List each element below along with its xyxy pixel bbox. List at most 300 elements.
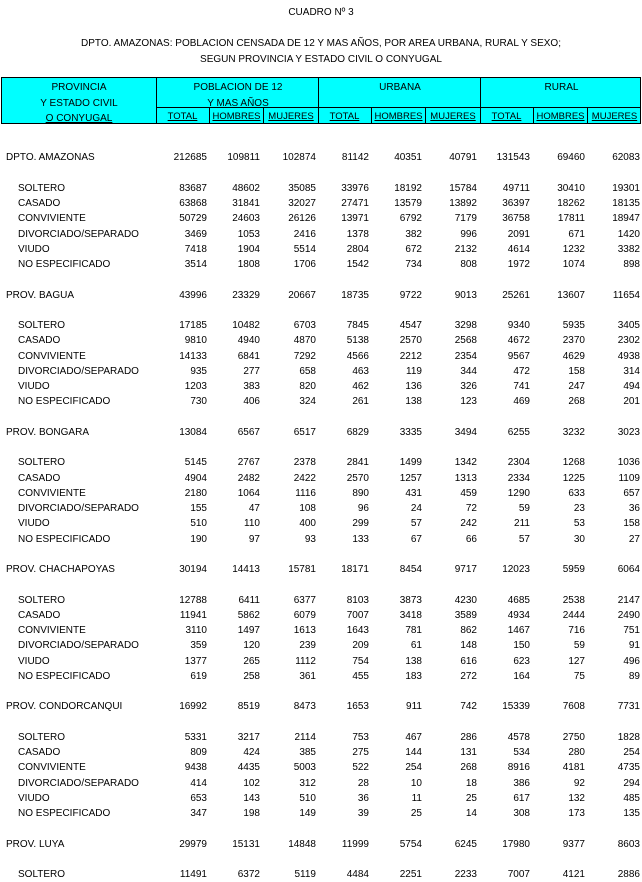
table-row xyxy=(0,471,642,486)
cell-value: 2886 xyxy=(617,869,640,880)
cell-value: 462 xyxy=(352,381,369,392)
cell-value: 50729 xyxy=(179,213,207,225)
cell-value: 2114 xyxy=(294,731,316,743)
table-number: CUADRO Nº 3 xyxy=(288,7,354,18)
table-row xyxy=(0,211,642,226)
cell-value: 1053 xyxy=(237,228,260,240)
cell-value: 671 xyxy=(568,228,585,240)
cell-value: 431 xyxy=(405,487,422,499)
cell-value: 2841 xyxy=(346,457,369,469)
cell-value: 25 xyxy=(465,792,477,804)
cell-value: 510 xyxy=(190,518,207,530)
cell-value: 254 xyxy=(405,762,422,774)
table-row xyxy=(0,791,642,806)
cell-value: 5145 xyxy=(184,457,207,469)
cell-value: 110 xyxy=(244,518,260,530)
cell-value: 89 xyxy=(628,670,640,682)
table-row xyxy=(0,364,642,379)
cell-value: 155 xyxy=(190,503,207,514)
cell-value: 13971 xyxy=(341,213,369,225)
cell-value: 29979 xyxy=(179,838,207,850)
cell-value: 898 xyxy=(623,259,640,270)
cell-value: 39 xyxy=(357,808,369,819)
cell-value: 7845 xyxy=(346,320,369,331)
cell-value: 59 xyxy=(573,640,585,652)
table-row-total xyxy=(0,150,642,165)
cell-value: 3405 xyxy=(617,320,640,331)
cell-value: 9377 xyxy=(562,838,585,850)
spacer-row xyxy=(0,166,642,181)
row-label: CONVIVIENTE xyxy=(18,213,86,225)
row-label: CASADO xyxy=(18,609,61,621)
cell-value: 26126 xyxy=(288,213,316,225)
cell-value: 123 xyxy=(460,396,477,408)
table-row xyxy=(0,776,642,791)
cell-value: 2132 xyxy=(454,243,477,255)
row-label: VIUDO xyxy=(18,381,50,392)
cell-value: 5003 xyxy=(293,762,316,774)
cell-value: 469 xyxy=(513,396,530,408)
cell-value: 4934 xyxy=(507,609,530,621)
cell-value: 6372 xyxy=(237,869,260,880)
cell-value: 308 xyxy=(513,808,530,819)
cell-value: 18735 xyxy=(341,289,369,301)
cell-value: 9013 xyxy=(454,289,477,301)
cell-value: 7418 xyxy=(184,243,207,255)
table-row xyxy=(0,623,642,638)
cell-value: 3217 xyxy=(237,731,260,743)
cell-value: 2304 xyxy=(507,457,530,469)
cell-value: 1904 xyxy=(237,243,260,255)
cell-value: 4121 xyxy=(562,869,585,880)
row-label: SOLTERO xyxy=(18,869,66,880)
subheader-total: TOTAL xyxy=(156,107,209,124)
cell-value: 69460 xyxy=(557,152,585,164)
cell-value: 91 xyxy=(628,640,640,652)
cell-value: 3298 xyxy=(454,320,477,331)
cell-value: 9567 xyxy=(507,350,530,362)
cell-value: 11 xyxy=(411,792,422,804)
cell-value: 7007 xyxy=(507,869,530,880)
table-row xyxy=(0,730,642,745)
subheader-mujeres: MUJERES xyxy=(587,107,641,124)
table-row xyxy=(0,760,642,775)
header-group-urbana-label: URBANA xyxy=(379,82,421,93)
row-label: VIUDO xyxy=(18,518,50,530)
table-row xyxy=(0,257,642,272)
cell-value: 616 xyxy=(460,655,477,667)
table-row xyxy=(0,501,642,516)
cell-value: 1643 xyxy=(346,625,369,636)
cell-value: 754 xyxy=(352,655,369,667)
cell-value: 143 xyxy=(243,792,260,804)
cell-value: 13607 xyxy=(557,289,585,301)
cell-value: 8916 xyxy=(507,762,530,774)
cell-value: 35085 xyxy=(288,182,316,194)
table-row xyxy=(0,227,642,242)
cell-value: 18 xyxy=(465,777,477,789)
cell-value: 996 xyxy=(460,228,477,240)
cell-value: 135 xyxy=(623,808,640,819)
cell-value: 6829 xyxy=(346,426,369,438)
cell-value: 18135 xyxy=(612,198,640,209)
cell-value: 751 xyxy=(623,625,640,636)
cell-value: 190 xyxy=(190,533,207,545)
cell-value: 7608 xyxy=(562,701,585,713)
cell-value: 27 xyxy=(628,533,640,545)
row-label: DIVORCIADO/SEPARADO xyxy=(18,777,139,789)
cell-value: 4629 xyxy=(562,350,585,362)
cell-value: 57 xyxy=(518,533,530,545)
cell-value: 1074 xyxy=(562,259,585,270)
cell-value: 1203 xyxy=(184,381,207,392)
header-group-poblacion-line2: Y MAS AÑOS xyxy=(207,98,269,109)
table-title: DPTO. AMAZONAS: POBLACION CENSADA DE 12 Y MAS AÑOS, POR AREA URBANA, RURAL Y SEXO; xyxy=(81,38,561,49)
cell-value: 6377 xyxy=(293,594,316,606)
cell-value: 753 xyxy=(352,731,369,743)
table-row xyxy=(0,593,642,608)
cell-value: 734 xyxy=(405,259,422,270)
cell-value: 3418 xyxy=(399,609,422,621)
cell-value: 326 xyxy=(460,381,477,392)
cell-value: 30410 xyxy=(557,182,585,194)
cell-value: 158 xyxy=(568,365,585,377)
cell-value: 7007 xyxy=(346,609,369,621)
spacer-row xyxy=(0,440,642,455)
cell-value: 672 xyxy=(405,243,422,255)
cell-value: 383 xyxy=(243,381,260,392)
cell-value: 2378 xyxy=(293,457,316,469)
cell-value: 14413 xyxy=(232,564,260,575)
cell-value: 809 xyxy=(190,747,207,758)
cell-value: 173 xyxy=(568,808,585,819)
table-row-total xyxy=(0,837,642,852)
cell-value: 347 xyxy=(190,808,207,819)
header-group-rural-label: RURAL xyxy=(544,82,579,93)
cell-value: 2570 xyxy=(399,335,422,347)
cell-value: 8103 xyxy=(346,594,369,606)
row-label: VIUDO xyxy=(18,655,50,667)
cell-value: 5935 xyxy=(562,320,585,331)
cell-value: 623 xyxy=(513,655,530,667)
cell-value: 4566 xyxy=(346,350,369,362)
cell-value: 6255 xyxy=(507,426,530,438)
cell-value: 61 xyxy=(410,640,422,652)
cell-value: 14133 xyxy=(179,350,207,362)
subheader-total: TOTAL xyxy=(480,107,533,124)
cell-value: 4938 xyxy=(617,350,640,362)
cell-value: 3110 xyxy=(185,625,207,636)
cell-value: 7731 xyxy=(617,701,640,713)
table-row-total xyxy=(0,425,642,440)
cell-value: 4904 xyxy=(184,472,207,484)
cell-value: 15784 xyxy=(449,182,477,194)
cell-value: 359 xyxy=(190,640,207,652)
cell-value: 2804 xyxy=(346,243,369,255)
cell-value: 1706 xyxy=(293,259,316,270)
cell-value: 522 xyxy=(352,762,369,774)
cell-value: 18192 xyxy=(394,182,422,194)
cell-value: 5119 xyxy=(294,869,316,880)
cell-value: 3232 xyxy=(562,426,585,438)
cell-value: 3469 xyxy=(184,228,207,240)
cell-value: 12023 xyxy=(502,564,530,575)
cell-value: 4181 xyxy=(562,762,585,774)
cell-value: 2482 xyxy=(237,472,260,484)
cell-value: 1064 xyxy=(237,487,260,499)
spacer-row xyxy=(0,577,642,592)
cell-value: 268 xyxy=(568,396,585,408)
row-label: CONVIVIENTE xyxy=(18,487,86,499)
cell-value: 2354 xyxy=(454,350,477,362)
cell-value: 13892 xyxy=(449,198,477,209)
cell-value: 18947 xyxy=(612,213,640,225)
table-row xyxy=(0,196,642,211)
cell-value: 120 xyxy=(243,640,260,652)
cell-value: 17980 xyxy=(502,838,530,850)
cell-value: 138 xyxy=(405,655,422,667)
cell-value: 781 xyxy=(405,625,422,636)
cell-value: 1377 xyxy=(184,655,207,667)
cell-value: 459 xyxy=(460,487,477,499)
cell-value: 3494 xyxy=(454,426,477,438)
cell-value: 2538 xyxy=(562,594,585,606)
table-row-total xyxy=(0,699,642,714)
subheader-mujeres: MUJERES xyxy=(425,107,480,124)
cell-value: 24 xyxy=(410,503,422,514)
cell-value: 14848 xyxy=(288,838,316,850)
table-body xyxy=(0,135,642,882)
table-row xyxy=(0,638,642,653)
row-label: VIUDO xyxy=(18,792,50,804)
cell-value: 4230 xyxy=(454,594,477,606)
row-label: DIVORCIADO/SEPARADO xyxy=(18,640,139,652)
cell-value: 5862 xyxy=(237,609,260,621)
cell-value: 314 xyxy=(623,365,640,377)
cell-value: 27471 xyxy=(341,198,369,209)
cell-value: 277 xyxy=(243,365,260,377)
row-label: PROV. LUYA xyxy=(6,838,65,850)
cell-value: 102 xyxy=(243,777,260,789)
cell-value: 258 xyxy=(243,670,260,682)
cell-value: 62083 xyxy=(612,152,640,164)
cell-value: 2233 xyxy=(454,869,477,880)
row-label: DIVORCIADO/SEPARADO xyxy=(18,228,139,240)
cell-value: 11999 xyxy=(341,838,369,850)
cell-value: 268 xyxy=(460,762,477,774)
spacer-row xyxy=(0,303,642,318)
cell-value: 36397 xyxy=(502,198,530,209)
cell-value: 261 xyxy=(352,396,369,408)
cell-value: 2416 xyxy=(293,228,316,240)
cell-value: 96 xyxy=(357,503,369,514)
cell-value: 93 xyxy=(304,533,316,545)
cell-value: 272 xyxy=(460,670,477,682)
cell-value: 1420 xyxy=(617,228,640,240)
cell-value: 6079 xyxy=(293,609,316,621)
cell-value: 6245 xyxy=(454,838,477,850)
cell-value: 209 xyxy=(352,640,369,652)
cell-value: 485 xyxy=(623,792,640,804)
cell-value: 8603 xyxy=(617,838,640,850)
cell-value: 424 xyxy=(243,747,260,758)
cell-value: 2091 xyxy=(507,228,530,240)
subheader-hombres: HOMBRES xyxy=(209,107,263,124)
cell-value: 36 xyxy=(357,792,369,804)
row-label: NO ESPECIFICADO xyxy=(18,259,111,270)
table-row xyxy=(0,745,642,760)
cell-value: 31841 xyxy=(232,198,260,209)
table-row xyxy=(0,516,642,531)
cell-value: 1342 xyxy=(454,457,477,469)
cell-value: 344 xyxy=(460,365,477,377)
cell-value: 132 xyxy=(568,792,585,804)
cell-value: 1497 xyxy=(237,625,260,636)
cell-value: 1116 xyxy=(295,487,316,499)
cell-value: 280 xyxy=(568,747,585,758)
cell-value: 109811 xyxy=(227,152,260,164)
table-row xyxy=(0,532,642,547)
cell-value: 17185 xyxy=(179,320,207,331)
cell-value: 494 xyxy=(623,381,640,392)
cell-value: 275 xyxy=(352,747,369,758)
cell-value: 5514 xyxy=(293,243,316,255)
header-col1-line3: O CONYUGAL xyxy=(45,113,113,124)
cell-value: 254 xyxy=(623,747,640,758)
row-label: SOLTERO xyxy=(18,457,66,469)
cell-value: 820 xyxy=(299,381,316,392)
spacer-row xyxy=(0,715,642,730)
cell-value: 211 xyxy=(514,518,530,530)
cell-value: 534 xyxy=(513,747,530,758)
cell-value: 11941 xyxy=(179,609,207,621)
spacer-row xyxy=(0,547,642,562)
table-row xyxy=(0,486,642,501)
cell-value: 15339 xyxy=(502,701,530,713)
cell-value: 911 xyxy=(406,701,422,713)
cell-value: 4672 xyxy=(507,335,530,347)
cell-value: 510 xyxy=(299,792,316,804)
cell-value: 4735 xyxy=(617,762,640,774)
cell-value: 15781 xyxy=(288,564,316,575)
cell-value: 8454 xyxy=(399,564,422,575)
cell-value: 2147 xyxy=(617,594,640,606)
cell-value: 5138 xyxy=(346,335,369,347)
row-label: DIVORCIADO/SEPARADO xyxy=(18,503,139,514)
cell-value: 808 xyxy=(460,259,477,270)
spacer-row xyxy=(0,410,642,425)
cell-value: 3514 xyxy=(184,259,207,270)
cell-value: 742 xyxy=(460,701,477,713)
row-label: PROV. CONDORCANQUI xyxy=(6,701,123,713)
cell-value: 7292 xyxy=(293,350,316,362)
cell-value: 653 xyxy=(190,792,207,804)
cell-value: 6841 xyxy=(237,350,260,362)
cell-value: 2251 xyxy=(399,869,422,880)
cell-value: 4870 xyxy=(293,335,316,347)
cell-value: 23 xyxy=(573,503,585,514)
subheader-mujeres: MUJERES xyxy=(263,107,318,124)
spacer-row xyxy=(0,821,642,836)
cell-value: 658 xyxy=(299,365,316,377)
cell-value: 59 xyxy=(518,503,530,514)
table-row xyxy=(0,669,642,684)
table-row xyxy=(0,349,642,364)
table-row xyxy=(0,333,642,348)
cell-value: 183 xyxy=(405,670,422,682)
cell-value: 48602 xyxy=(232,182,260,194)
cell-value: 9438 xyxy=(184,762,207,774)
cell-value: 299 xyxy=(352,518,369,530)
cell-value: 149 xyxy=(299,808,316,819)
cell-value: 158 xyxy=(623,518,640,530)
cell-value: 30 xyxy=(573,533,585,545)
cell-value: 730 xyxy=(190,396,207,408)
cell-value: 294 xyxy=(623,777,640,789)
table-row xyxy=(0,806,642,821)
header-group-poblacion-line1: POBLACION DE 12 xyxy=(193,82,283,93)
cell-value: 9340 xyxy=(507,320,530,331)
cell-value: 657 xyxy=(623,487,640,499)
cell-value: 2302 xyxy=(617,335,640,347)
cell-value: 1257 xyxy=(399,472,422,484)
cell-value: 75 xyxy=(573,670,585,682)
cell-value: 23329 xyxy=(232,289,260,301)
cell-value: 6411 xyxy=(238,594,260,606)
cell-value: 1225 xyxy=(562,472,585,484)
row-label: PROV. BAGUA xyxy=(6,289,74,301)
cell-value: 13084 xyxy=(179,426,207,438)
row-label: SOLTERO xyxy=(18,731,66,743)
cell-value: 43996 xyxy=(179,289,207,301)
cell-value: 6792 xyxy=(399,213,422,225)
row-label: CONVIVIENTE xyxy=(18,350,86,362)
cell-value: 127 xyxy=(568,655,585,667)
cell-value: 63868 xyxy=(179,198,207,209)
cell-value: 67 xyxy=(410,533,422,545)
cell-value: 5754 xyxy=(399,838,422,850)
cell-value: 3382 xyxy=(617,243,640,255)
table-row-total xyxy=(0,288,642,303)
cell-value: 133 xyxy=(352,533,369,545)
spacer-row xyxy=(0,852,642,867)
cell-value: 247 xyxy=(568,381,585,392)
cell-value: 619 xyxy=(190,670,207,682)
cell-value: 10482 xyxy=(232,320,260,331)
table-row xyxy=(0,867,642,882)
cell-value: 19301 xyxy=(612,182,640,194)
cell-value: 1109 xyxy=(618,472,640,484)
cell-value: 716 xyxy=(568,625,585,636)
cell-value: 9722 xyxy=(399,289,422,301)
cell-value: 49711 xyxy=(502,182,530,194)
cell-value: 24603 xyxy=(232,213,260,225)
cell-value: 212685 xyxy=(173,152,207,164)
cell-value: 1542 xyxy=(346,259,369,270)
cell-value: 1313 xyxy=(454,472,477,484)
cell-value: 1499 xyxy=(399,457,422,469)
cell-value: 633 xyxy=(568,487,585,499)
cell-value: 472 xyxy=(513,365,530,377)
cell-value: 131 xyxy=(460,747,477,758)
cell-value: 2370 xyxy=(562,335,585,347)
subheader-hombres: HOMBRES xyxy=(533,107,587,124)
cell-value: 92 xyxy=(573,777,585,789)
cell-value: 8473 xyxy=(293,701,316,713)
row-label: CASADO xyxy=(18,198,61,209)
table-row xyxy=(0,608,642,623)
cell-value: 198 xyxy=(243,808,260,819)
